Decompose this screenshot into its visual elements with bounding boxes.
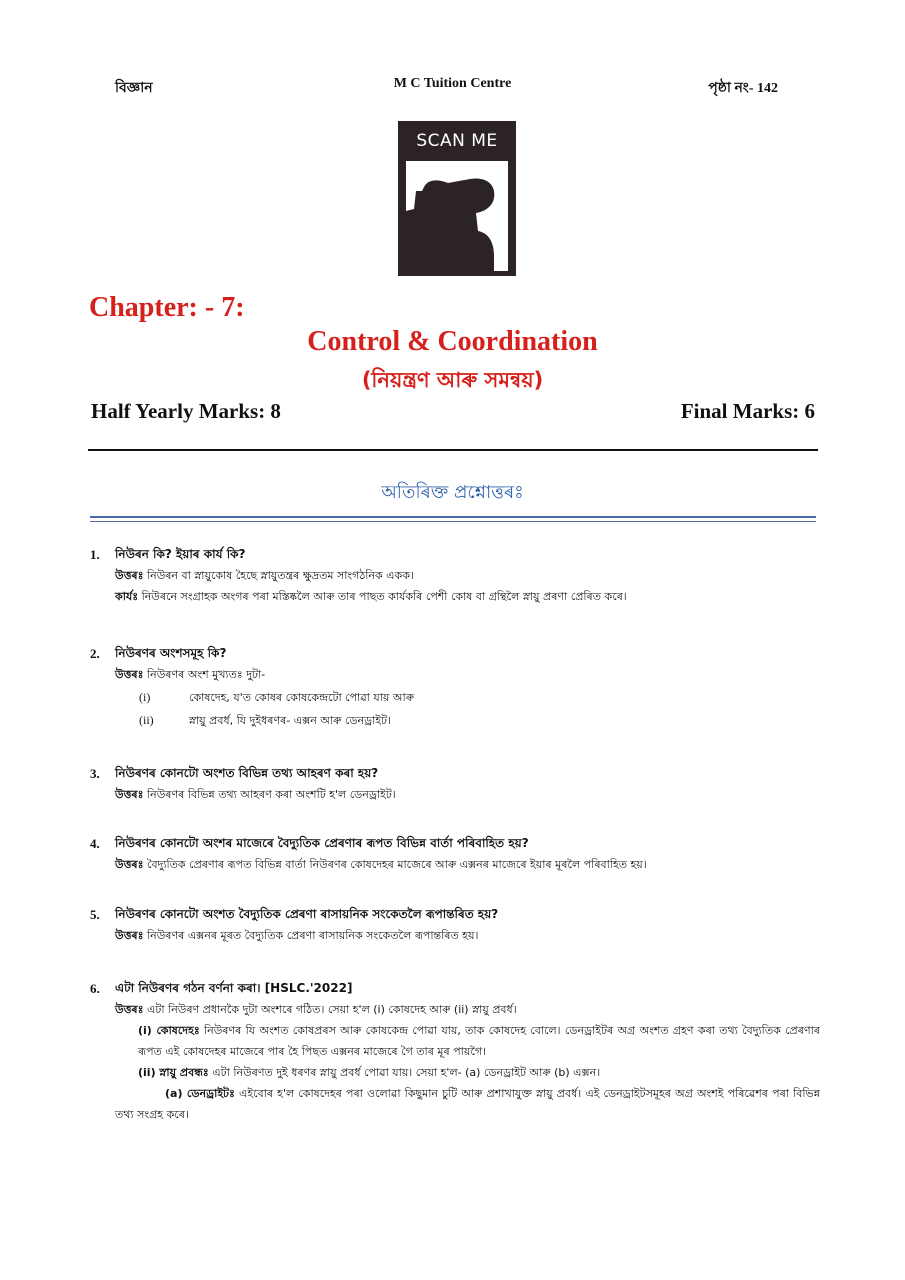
- header-centre-name: M C Tuition Centre: [393, 76, 512, 91]
- answer: [115, 854, 820, 875]
- paragraph-text: নিউৰণৰ যি অংশত কোষপ্ৰৰস আৰু কোষকেন্দ্ৰ পোৱা যায়, তাক কোষদেহ বোলে। ডেনড্ৰাইটৰ অগ্ৰ অংশত গ্ৰহণ কৰা তথ্য বৈদ্যুতিক প্ৰেৰণাৰ ৰূপত এই কোষদেহৰ মাজেৰে পাৰ হৈ পিছত এক্সনৰ মাজেৰে গৈ তাৰ মূৰ পায়গৈ।: [138, 1024, 820, 1058]
- list-item-text: কোষদেহ, য'ত কোষৰ কোষকেন্দ্ৰটো পোৱা যায় আৰু: [189, 691, 414, 704]
- answer-label: উত্তৰঃ: [115, 668, 144, 681]
- question-number: 4.: [90, 836, 100, 851]
- answer-label: উত্তৰঃ: [115, 1003, 144, 1016]
- qr-label: SCAN ME: [416, 131, 498, 151]
- question-3: [90, 763, 820, 805]
- chapter-title-assamese: (নিয়ন্ত্ৰণ আৰু সমন্বয়): [361, 368, 544, 392]
- question-4: [90, 833, 820, 875]
- dendrite-paragraph: [115, 1083, 820, 1125]
- paragraph-label: (i) কোষদেহঃ: [138, 1024, 200, 1037]
- answer: [115, 565, 820, 586]
- paragraph-text: এইবোৰ হ'ল কোষদেহৰ পৰা ওলোৱা কিছুমান চুটি আৰু প্ৰশাখাযুক্ত স্নায়ু প্ৰবৰ্ধ। এই ডেনড্ৰাইটসমূহৰ অগ্ৰ অংশই পৰিৱেশৰ পৰা বিভিন্ন তথ্য সংগ্ৰহ কৰে।: [115, 1087, 820, 1121]
- question-text: নিউৰণৰ কোনটো অংশত বৈদ্যুতিক প্ৰেৰণা ৰাসায়নিক সংকেতলৈ ৰূপান্তৰিত হয়?: [115, 907, 499, 921]
- divider: [90, 521, 816, 522]
- answer-text: নিউৰন বা স্নায়ুকোষ হৈছে স্নায়ুতন্ত্ৰৰ ক্ষুদ্ৰতম সাংগঠনিক একক।: [143, 569, 414, 582]
- chapter-title-english: Control & Coordination: [307, 326, 598, 357]
- question-number: 1.: [90, 547, 100, 562]
- question-number: 2.: [90, 646, 100, 661]
- answer: [115, 925, 820, 946]
- answer-text: নিউৰণৰ বিভিন্ন তথ্য আহৰণ কৰা অংশটি হ'ল ডেনড্ৰাইট।: [143, 788, 396, 801]
- answer-text: নিউৰণৰ এক্সনৰ মূৰত বৈদ্যুতিক প্ৰেৰণা ৰাসায়নিক সংকেতলৈ ৰূপান্তৰিত হয়।: [143, 929, 479, 942]
- final-marks: Final Marks: 6: [680, 399, 815, 423]
- answer: [115, 664, 820, 685]
- roman-numeral: (i): [139, 690, 151, 704]
- question-number: 5.: [90, 907, 100, 922]
- question-text: নিউৰণৰ কোনটো অংশত বিভিন্ন তথ্য আহৰণ কৰা হয়?: [115, 766, 379, 780]
- question-text: নিউৰন কি? ইয়াৰ কাৰ্য কি?: [115, 547, 246, 561]
- question-number: 6.: [90, 981, 100, 996]
- question-text: নিউৰণৰ অংশসমূহ কি?: [115, 646, 227, 660]
- header-subject: বিজ্ঞান: [115, 81, 153, 96]
- answer-label: উত্তৰঃ: [115, 858, 144, 871]
- paragraph-text: এটা নিউৰণত দুই ধৰণৰ স্নায়ু প্ৰবৰ্ধ পোৱা যায়। সেয়া হ'ল- (a) ডেনড্ৰাইট আৰু (b) এক্সন।: [208, 1066, 601, 1079]
- answer-text: বৈদ্যুতিক প্ৰেৰণাৰ ৰূপত বিভিন্ন বাৰ্তা নিউৰণৰ কোষদেহৰ মাজেৰে আৰু এক্সনৰ মাজেৰে ইয়াৰ মূৰলৈ পৰিবাহিত হয়।: [143, 858, 647, 871]
- answer: [115, 784, 820, 805]
- cell-body-paragraph: [138, 1020, 820, 1062]
- function-answer: [115, 586, 820, 607]
- question-6: [90, 978, 820, 1125]
- question-number: 3.: [90, 766, 100, 781]
- answer-label: উত্তৰঃ: [115, 929, 144, 942]
- answer: [115, 999, 820, 1020]
- list-item-text: স্নায়ু প্ৰবৰ্ধ, যি দুইধৰণৰ- এক্সন আৰু ডেনড্ৰাইট।: [189, 714, 391, 727]
- half-yearly-marks: Half Yearly Marks: 8: [91, 399, 281, 423]
- section-title: অতিৰিক্ত প্ৰশ্নোত্তৰঃ: [381, 482, 524, 503]
- answer-text: নিউৰণৰ অংশ মুখ্যতঃ দুটা-: [143, 668, 266, 681]
- answer-label: উত্তৰঃ: [115, 569, 144, 582]
- question-2: [90, 643, 820, 731]
- list-item: [115, 687, 820, 708]
- question-text: এটা নিউৰণৰ গঠন বৰ্ণনা কৰা। [HSLC.'2022]: [115, 981, 353, 995]
- qr-code[interactable]: [398, 121, 516, 276]
- answer-label: উত্তৰঃ: [115, 788, 144, 801]
- divider: [90, 516, 816, 518]
- paragraph-label: (a) ডেনড্ৰাইটঃ: [165, 1087, 235, 1100]
- roman-numeral: (ii): [139, 713, 154, 727]
- question-text: নিউৰণৰ কোনটো অংশৰ মাজেৰে বৈদ্যুতিক প্ৰেৰণাৰ ৰূপত বিভিন্ন বাৰ্তা পৰিবাহিত হয়?: [115, 836, 529, 850]
- nerve-process-paragraph: [138, 1062, 820, 1083]
- divider: [88, 449, 818, 451]
- chapter-number: Chapter: - 7:: [89, 292, 245, 323]
- header-page-number: পৃষ্ঠা নং- 142: [708, 81, 778, 96]
- paragraph-label: (ii) স্নায়ু প্ৰবন্ধঃ: [138, 1066, 209, 1079]
- question-5: [90, 904, 820, 946]
- function-label: কাৰ্যঃ: [115, 590, 139, 603]
- answer-text: এটা নিউৰণ প্ৰধানকৈ দুটা অংশৰে গঠিত। সেয়া হ'ল (i) কোষদেহ আৰু (ii) স্নায়ু প্ৰবৰ্ধ।: [143, 1003, 517, 1016]
- function-text: নিউৰনে সংগ্ৰাহক অংগৰ পৰা মস্তিষ্কলৈ আৰু তাৰ পাছত কাৰ্যকৰি পেশী কোষ বা গ্ৰন্থিলৈ স্নায়ু প্ৰৰণা প্ৰেৰিত কৰে।: [138, 590, 627, 603]
- list-item: [115, 710, 820, 731]
- question-1: [90, 544, 820, 607]
